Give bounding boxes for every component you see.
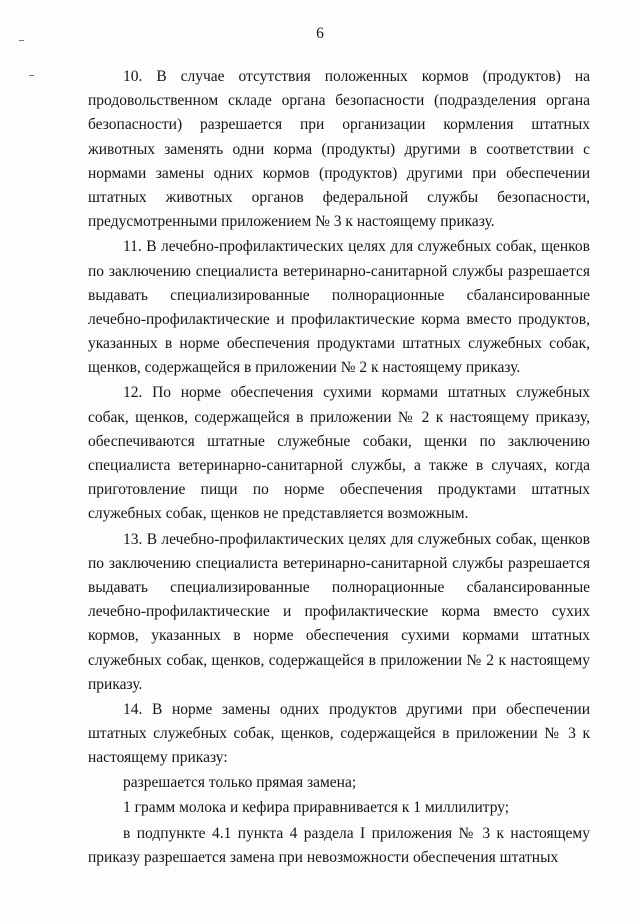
paragraph-13: 13. В лечебно-профилактических целях для служебных собак, щенков по заключению специалиста ветеринарно-санитарной службы разрешается выдавать специализированные полнорационные сбалансированные лечебно-профилактические и профилактические корма вместо сухих кормов, указанных в норме обеспечения сухими кормами штатных служебных собак, щенков, содержащейся в приложении № 2 к настоящему приказу. xyxy=(88,530,590,693)
paragraph-11: 11. В лечебно-профилактических целях для служебных собак, щенков по заключению специалиста ветеринарно-санитарной службы разрешается выдавать специализированные полнорационные сбалансированные лечебно-профилактические и профилактические корма вместо продуктов, указанных в норме обеспечения продуктами штатных служебных собак, щенков, содержащейся в приложении № 2 к настоящему приказу. xyxy=(88,238,590,377)
paragraph-10: 10. В случае отсутствия положенных кормов (продуктов) на продовольственном складе органа безопасности (подразделения органа безопасности) разрешается при организации кормления штатных животных заменять одни корма (продукты) другими в соответствии с нормами замены одних кормов (продуктов) другими при обеспечении штатных животных органов федеральной службы безопасности, предусмотренными приложением № 3 к настоящему приказу. xyxy=(88,68,590,231)
paragraph-12: 12. По норме обеспечения сухими кормами штатных служебных собак, щенков, содержащейся в приложении № 2 к настоящему приказу, обеспечиваются штатные служебные собаки, щенки по заключению специалиста ветеринарно-санитарной службы, а также в случаях, когда приготовление пищи по норме обеспечения продуктами штатных служебных собак, щенков не представляется возможным. xyxy=(88,384,590,523)
paragraph-14: 14. В норме замены одних продуктов другими при обеспечении штатных служебных собак, щенков, содержащейся в приложении № 3 к настоящему приказу: xyxy=(88,700,590,767)
paragraph-14-item-milk-kefir: 1 грамм молока и кефира приравнивается к 1 миллилитру; xyxy=(123,799,510,817)
margin-mark xyxy=(29,75,34,76)
paragraph-14-item-direct-replacement: разрешается только прямая замена; xyxy=(123,774,357,792)
document-body xyxy=(88,65,590,870)
paragraph-14-item-subclause: в подпункте 4.1 пункта 4 раздела I приложения № 3 к настоящему приказу разрешается замена при невозможности обеспечения штатных xyxy=(88,824,590,866)
page-number: 6 xyxy=(316,25,324,42)
